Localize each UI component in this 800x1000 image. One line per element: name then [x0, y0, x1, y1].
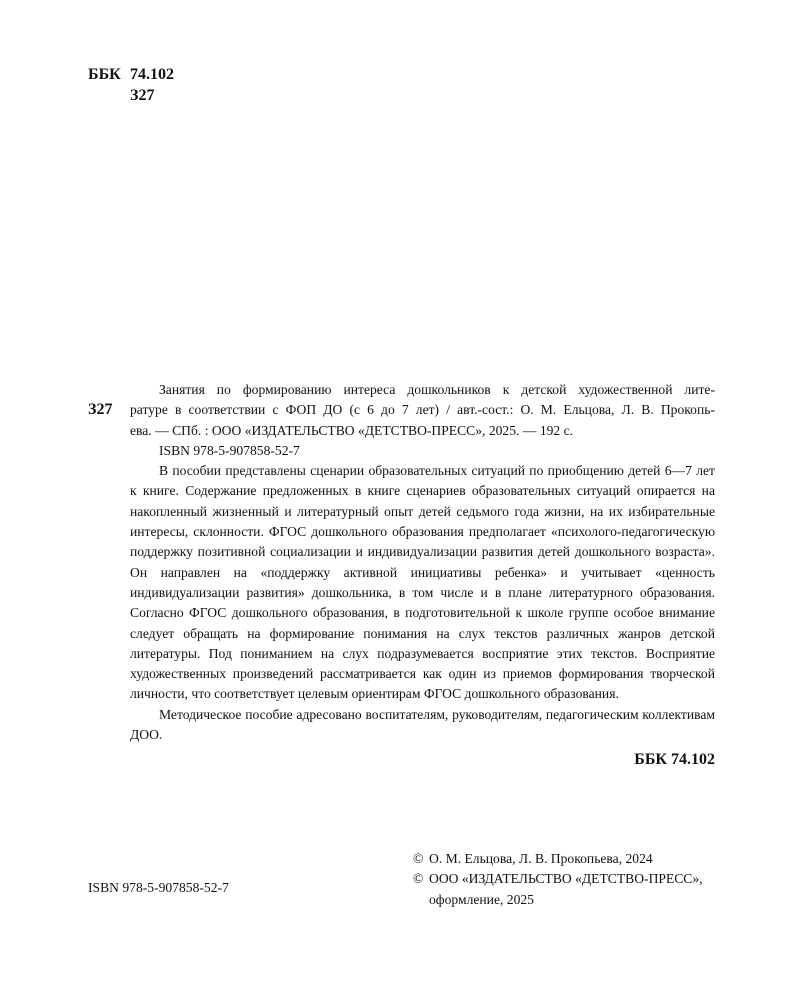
copyright-authors: О. М. Ельцова, Л. В. Прокопьева, 2024	[429, 851, 653, 866]
annotation-paragraph-2: Методическое пособие адресовано воспитателям, руководителям, педагогическим коллективам ДОО.	[130, 706, 715, 743]
isbn-footer: ISBN 978-5-907858-52-7	[88, 880, 229, 895]
title-line-2: ратуре в соответствии с ФОП ДО (с 6 до 7 лет) / авт.-сост.: О. М. Ельцова, Л. В. Прокопь-	[130, 402, 715, 418]
bbk-right: ББК 74.102	[634, 751, 715, 769]
title-line-3: ева. — СПб. : ООО «ИЗДАТЕЛЬСТВО «ДЕТСТВО-ПРЕСС», 2025. — 192 с.	[130, 422, 574, 438]
copyright-symbol: ©	[413, 851, 424, 866]
bbk-label: ББК	[88, 66, 121, 83]
author-mark-side: З27	[88, 401, 113, 418]
copyright-publisher: ООО «ИЗДАТЕЛЬСТВО «ДЕТСТВО-ПРЕСС»,	[429, 871, 703, 887]
title-line-1: Занятия по формированию интереса дошкольников к детской художественной лите-	[159, 382, 715, 397]
copyright-line-authors	[413, 849, 733, 869]
annotation-paragraph-1: В пособии представлены сценарии образовательных ситуаций по приобщению детей 6—7 лет к книге. Содержание предложенных в книге сценариев образовательных ситуаций опирается на накопленный жизненный и литературный опыт детей седьмого года жизни, на их избирательные интересы, склонности. ФГОС дошкольного образования предполагает «психолого-педагогическую поддержку позитивной социализации и индивидуализации развития детей дошкольного возраста». Он направлен на «поддержку активной инициативы ребенка» и учитывает «ценность индивидуализации развития» дошкольника, в том числе и в плане литературного образования. Согласно ФГОС дошкольного образования, в подготовительной к школе группе особое внимание следует обращать на формирование понимания на слух текстов различных жанров детской литературы. Под пониманием на слух подразумевается восприятие этих текстов. Восприятие художественных произведений рассматривается как один из приемов формирования творческой личности, что соответствует целевым ориентирам ФГОС дошкольного образования.	[130, 463, 715, 702]
copyright-symbol: ©	[413, 871, 424, 887]
bbk-row	[88, 64, 174, 85]
copyright-line-publisher	[413, 869, 733, 889]
bibliographic-annotation	[130, 380, 715, 771]
author-mark-top: З27	[130, 87, 155, 104]
isbn-annotation: ISBN 978-5-907858-52-7	[159, 442, 300, 458]
bbk-code: 74.102	[130, 66, 174, 83]
bbk-classification	[88, 64, 174, 106]
copyright-block	[413, 849, 733, 910]
copyright-design: оформление, 2025	[429, 891, 534, 907]
